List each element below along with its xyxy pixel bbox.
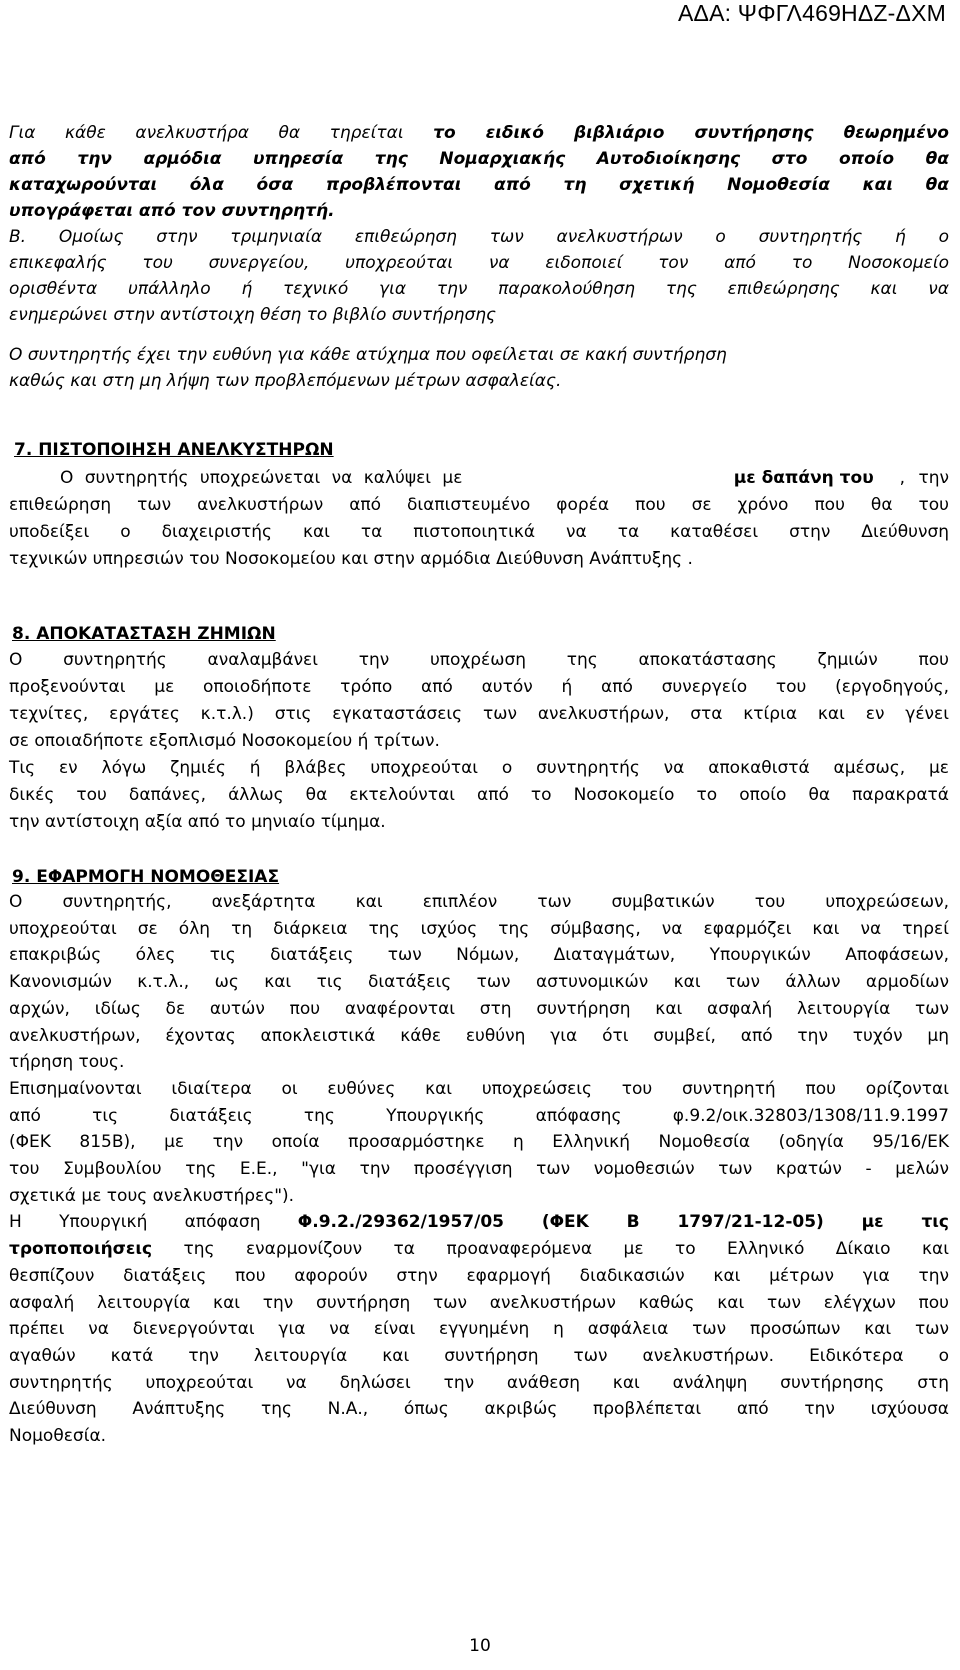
text-line: Ο συντηρητής, ανεξάρτητα και επιπλέον των συμβατικών του υποχρεώσεων, [9,892,949,912]
text-line: επικεφαλής του συνεργείου, υποχρεούται να ειδοποιεί τον από το Νοσοκομείο [9,253,949,273]
section-9-body [9,889,949,1450]
text-line: Τις εν λόγω ζημιές ή βλάβες υποχρεούται ο συντηρητής να αποκαθιστά αμέσως, με [9,758,949,778]
text-line: θεσπίζουν διατάξεις που αφορούν στην εφαρμογή διαδικασιών και μέτρων για την [9,1265,949,1286]
text-line: τήρηση τους. [9,1052,125,1073]
text-run: της εναρμονίζουν τα προαναφερόμενα με το Ελληνικό Δίκαιο και [152,1239,949,1260]
text-line: από τις διατάξεις της Υπουργικής απόφασης φ.9.2/οικ.32803/1308/11.9.1997 [9,1105,949,1126]
text-line [9,465,949,492]
text-line: σχετικά με τους ανελκυστήρες"). [9,1185,295,1206]
text-line: υποχρεούται σε όλη τη διάρκεια της ισχύος της σύμβασης, να εφαρμόζει και να τηρεί [9,918,949,939]
text-line: επιθεώρηση των ανελκυστήρων από διαπιστευμένο φορέα που σε χρόνο που θα του [9,495,949,515]
bold-text-run: Φ.9.2./29362/1957/05 (ΦΕΚ Β 1797/21-12-05) με τις [297,1212,949,1233]
text-line: (ΦΕΚ 815Β), με την οποία προσαρμόστηκε η Ελληνική Νομοθεσία (οδηγία 95/16/ΕΚ [9,1132,949,1153]
text-line: Κανονισμών κ.τ.λ., ως και τις διατάξεις των αστυνομικών και των άλλων αρμοδίων [9,972,949,993]
text-line [9,1209,949,1236]
text-line [9,1236,949,1263]
section-9-heading: 9. ΕΦΑΡΜΟΓΗ ΝΟΜΟΘΕΣΙΑΣ [12,867,280,887]
text-line: Ο συντηρητής αναλαμβάνει την υποχρέωση της αποκατάστασης ζημιών που [9,650,949,670]
text-run: Η Υπουργική απόφαση [9,1212,298,1233]
text-line: προξενούνται με οποιοδήποτε τρόπο από αυτόν ή από συνεργείο του (εργοδηγούς, [9,677,949,697]
text-line: Επισημαίνονται ιδιαίτερα οι ευθύνες και υποχρεώσεις του συντηρητή που ορίζονται [9,1078,949,1099]
text-run: Ο συντηρητής υποχρεώνεται να καλύψει με [60,468,463,488]
section-7-body [9,465,949,573]
text-line: την αντίστοιχη αξία από το μηνιαίο τίμημα. [9,812,386,832]
paragraph-liability [9,342,949,394]
text-line: σε οποιαδήποτε εξοπλισμό Νοσοκομείου ή τρίτων. [9,731,440,751]
text-run: Για κάθε ανελκυστήρα θα τηρείται [9,123,434,143]
text-line: αγαθών κατά την λειτουργία και συντήρηση των ανελκυστήρων. Ειδικότερα ο [9,1345,949,1366]
text-line: καθώς και στη μη λήψη των προβλεπόμενων μέτρων ασφαλείας. [9,371,562,391]
text-line: από την αρμόδια υπηρεσία της Νομαρχιακής Αυτοδιοίκησης στο οποίο θα [9,149,949,169]
text-line: συντηρητής υποχρεούται να δηλώσει την ανάθεση και ανάληψη συντήρησης στη [9,1372,949,1393]
bold-text-run: τροποποιήσεις [9,1239,153,1260]
text-line: αρχών, ιδίως δε αυτών που αναφέρονται στη συντήρηση και ασφαλή λειτουργία των [9,998,949,1019]
bold-text-run: το ειδικό βιβλιάριο συντήρησης θεωρημένο [433,123,949,143]
section-8-body [9,647,949,836]
text-line: Νομοθεσία. [9,1426,107,1447]
paragraph-logbook [9,120,949,224]
text-line: επακριβώς όλες τις διατάξεις των Νόμων, Διαταγμάτων, Υπουργικών Αποφάσεων, [9,945,949,966]
text-line: Ο συντηρητής έχει την ευθύνη για κάθε ατύχημα που οφείλεται σε κακή συντήρηση [9,345,727,365]
text-line: ορισθέντα υπάλληλο ή τεχνικό για την παρακολούθηση της επιθεώρησης και να [9,279,949,299]
bold-text-run: με δαπάνη του [733,468,874,488]
section-7-heading: 7. ΠΙΣΤΟΠΟΙΗΣΗ ΑΝΕΛΚΥΣΤΗΡΩΝ [14,440,334,460]
page-number: 10 [469,1636,491,1656]
text-line: Β. Ομοίως στην τριμηνιαία επιθεώρηση των ανελκυστήρων ο συντηρητής ή ο [9,227,949,247]
section-8-heading: 8. ΑΠΟΚΑΤΑΣΤΑΣΗ ΖΗΜΙΩΝ [12,624,276,644]
text-line: τεχνίτες, εργάτες κ.τ.λ.) στις εγκαταστάσεις των ανελκυστήρων, στα κτίρια και εν γένει [9,704,949,724]
text-line: ενημερώνει στην αντίστοιχη θέση το βιβλίο συντήρησης [9,305,496,325]
paragraph-inspection [9,224,949,328]
text-run: , την [899,468,949,488]
text-line: καταχωρούνται όλα όσα προβλέπονται από τη σχετική Νομοθεσία και θα [9,175,949,195]
text-line: υπογράφεται από τον συντηρητή. [9,201,335,221]
text-line: ανελκυστήρων, έχοντας αποκλειστικά κάθε ευθύνη για ότι συμβεί, από την τυχόν μη [9,1025,949,1046]
text-line: ασφαλή λειτουργία και την συντήρηση των ανελκυστήρων καθώς και των ελέγχων που [9,1292,949,1313]
text-line [9,120,949,146]
text-line: πρέπει να διενεργούνται για να είναι εγγυημένη η ασφάλεια των προσώπων και των [9,1319,949,1340]
text-line: υποδείξει ο διαχειριστής και τα πιστοποιητικά να τα καταθέσει στην Διεύθυνση [9,522,949,542]
text-line: του Συμβουλίου της Ε.Ε., "για την προσέγγιση των νομοθεσιών των κρατών - μελών [9,1159,949,1180]
ada-code: ΑΔΑ: ΨΦΓΛ469ΗΔΖ-ΔΧΜ [677,0,946,26]
text-line: δικές του δαπάνες, άλλως θα εκτελούνται από το Νοσοκομείο το οποίο θα παρακρατά [9,785,949,805]
text-line: τεχνικών υπηρεσιών του Νοσοκομείου και στην αρμόδια Διεύθυνση Ανάπτυξης . [9,549,693,569]
text-line: Διεύθυνση Ανάπτυξης της Ν.Α., όπως ακριβώς προβλέπεται από την ισχύουσα [9,1399,949,1420]
